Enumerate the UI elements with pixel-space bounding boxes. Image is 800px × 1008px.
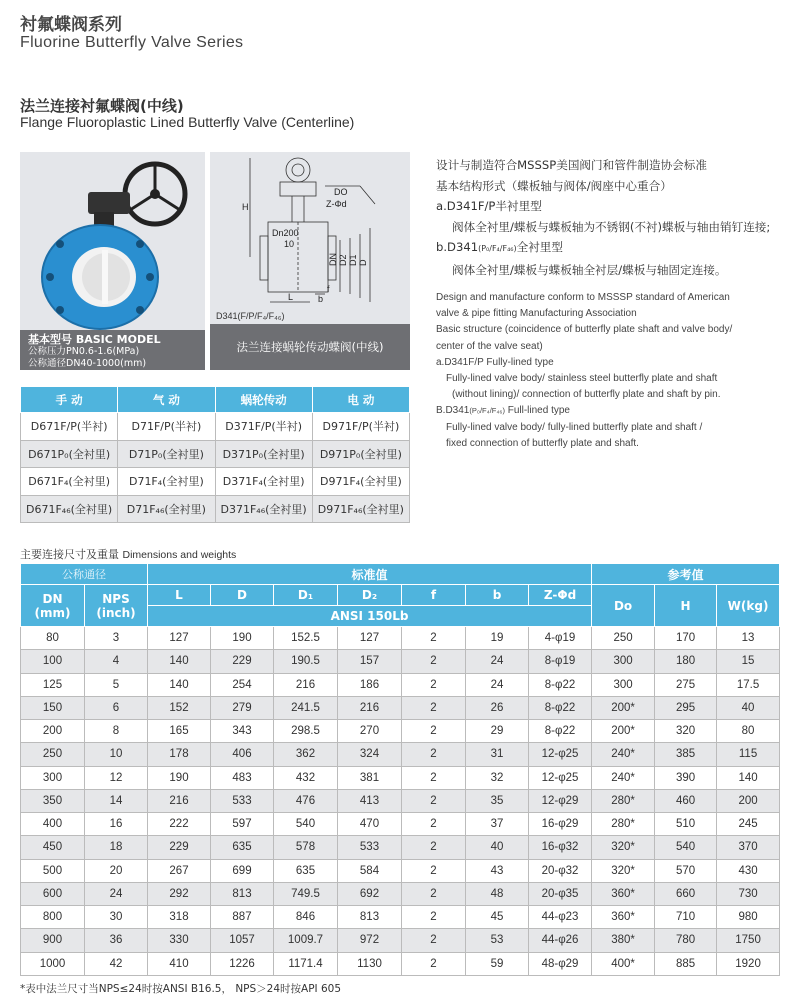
model-cell: D71F/P(半衬) <box>118 413 215 441</box>
ansi-class: ANSI 150Lb <box>148 606 592 627</box>
desc-zh-line: a.D341F/P半衬里型 <box>436 199 542 213</box>
group-nominal-diameter: 公称通径 <box>21 564 148 585</box>
table-cell: 540 <box>274 813 338 836</box>
table-cell: 19 <box>466 627 529 650</box>
desc-zh-line <box>436 237 796 260</box>
table-cell: 140 <box>717 766 780 789</box>
table-cell: 20 <box>85 859 148 882</box>
technical-drawing-panel <box>210 152 410 370</box>
desc-en-line <box>436 403 796 419</box>
table-cell: 186 <box>338 673 402 696</box>
table-cell: 16 <box>85 813 148 836</box>
table-cell: 200 <box>21 720 85 743</box>
table-cell: 241.5 <box>274 696 338 719</box>
table-cell: 410 <box>148 952 211 975</box>
table-cell: 170 <box>655 627 717 650</box>
table-cell: 6 <box>85 696 148 719</box>
model-cell: D971F/P(半衬) <box>312 413 409 441</box>
model-cell: D371P₀(全衬里) <box>215 440 312 468</box>
table-cell: 12-φ29 <box>529 789 592 812</box>
table-cell: 190 <box>211 627 274 650</box>
table-cell: 846 <box>274 906 338 929</box>
table-cell: 1130 <box>338 952 402 975</box>
footnote: *表中法兰尺寸当NPS≤24时按ANSI B16.5， NPS＞24时按API 605 <box>20 983 342 995</box>
table-cell: 200* <box>592 696 655 719</box>
col-d2: D₂ <box>338 585 402 606</box>
model-cell: D671F₄₆(全衬里) <box>21 495 118 523</box>
dimensions-caption-zh: 主要连接尺寸及重量 <box>20 548 119 561</box>
table-cell: 24 <box>466 673 529 696</box>
table-cell: 2 <box>402 766 466 789</box>
model-cell: D371F₄₆(全衬里) <box>215 495 312 523</box>
table-cell: 900 <box>21 929 85 952</box>
table-cell: 406 <box>211 743 274 766</box>
table-cell: 370 <box>717 836 780 859</box>
table-cell: 298.5 <box>274 720 338 743</box>
model-header-pneumatic: 气 动 <box>118 387 215 413</box>
model-header-manual: 手 动 <box>21 387 118 413</box>
dim-label-l: L <box>288 292 294 302</box>
table-cell: 635 <box>211 836 274 859</box>
series-title-en: Fluorine Butterfly Valve Series <box>20 34 244 51</box>
table-cell: 2 <box>402 929 466 952</box>
table-cell: 2 <box>402 720 466 743</box>
dim-label-do: DO <box>334 187 348 197</box>
table-cell: 125 <box>21 673 85 696</box>
table-cell: 44-φ26 <box>529 929 592 952</box>
table-cell: 8 <box>85 720 148 743</box>
table-cell: 2 <box>402 650 466 673</box>
col-f: f <box>402 585 466 606</box>
table-cell: 300 <box>592 673 655 696</box>
table-cell: 295 <box>655 696 717 719</box>
product-title-en: Flange Fluoroplastic Lined Butterfly Valve (Centerline) <box>20 114 355 130</box>
table-cell: 14 <box>85 789 148 812</box>
table-cell: 80 <box>21 627 85 650</box>
group-standard-value: 标准值 <box>148 564 592 585</box>
table-cell: 324 <box>338 743 402 766</box>
basic-model-label: 基本型号 BASIC MODEL <box>28 333 161 346</box>
table-cell: 400* <box>592 952 655 975</box>
table-cell: 887 <box>211 906 274 929</box>
dim-label-d: D <box>358 259 368 266</box>
desc-en-type: Full-lined type <box>504 405 570 417</box>
product-title-zh: 法兰连接衬氟蝶阀(中线) <box>20 97 184 115</box>
table-cell: 24 <box>466 650 529 673</box>
col-h: H <box>655 585 717 627</box>
dim-label-dn200: Dn200 <box>272 228 299 238</box>
table-cell: 710 <box>655 906 717 929</box>
table-cell: 600 <box>21 882 85 905</box>
table-cell: 1009.7 <box>274 929 338 952</box>
table-cell: 500 <box>21 859 85 882</box>
table-cell: 300 <box>592 650 655 673</box>
table-cell: 165 <box>148 720 211 743</box>
table-cell: 200* <box>592 720 655 743</box>
table-cell: 2 <box>402 882 466 905</box>
table-cell: 80 <box>717 720 780 743</box>
table-cell: 2 <box>402 743 466 766</box>
desc-zh-sub: (P₀/F₄/F₄₆) <box>478 244 517 253</box>
table-cell: 279 <box>211 696 274 719</box>
model-row <box>21 468 410 496</box>
table-cell: 3 <box>85 627 148 650</box>
dim-label-d2: D2 <box>338 254 348 266</box>
table-cell: 45 <box>466 906 529 929</box>
table-cell: 240* <box>592 743 655 766</box>
table-row <box>21 673 780 696</box>
desc-en-line: Fully-lined valve body/ fully-lined butterfly plate and shaft / <box>446 421 703 433</box>
dim-label-zd: Z-Φd <box>326 199 347 209</box>
table-cell: 140 <box>148 673 211 696</box>
model-row <box>21 413 410 441</box>
valve-photo-panel <box>20 152 205 370</box>
table-row <box>21 720 780 743</box>
table-cell: 216 <box>274 673 338 696</box>
model-cell: D371F₄(全衬里) <box>215 468 312 496</box>
table-cell: 635 <box>274 859 338 882</box>
table-cell: 432 <box>274 766 338 789</box>
table-cell: 360* <box>592 882 655 905</box>
col-d1: D₁ <box>274 585 338 606</box>
butterfly-valve-photo <box>20 152 205 332</box>
dim-label-d1: D1 <box>348 254 358 266</box>
table-cell: 4-φ19 <box>529 627 592 650</box>
group-reference-value: 参考值 <box>592 564 780 585</box>
table-cell: 413 <box>338 789 402 812</box>
table-cell: 36 <box>85 929 148 952</box>
table-cell: 1000 <box>21 952 85 975</box>
model-cell: D671P₀(全衬里) <box>21 440 118 468</box>
table-cell: 8-φ19 <box>529 650 592 673</box>
table-cell: 430 <box>717 859 780 882</box>
table-cell: 229 <box>211 650 274 673</box>
desc-zh-line: 阀体全衬里/蝶板与蝶板轴全衬层/蝶板与轴固定连接。 <box>452 262 727 277</box>
table-cell: 320 <box>655 720 717 743</box>
table-cell: 360* <box>592 906 655 929</box>
table-cell: 42 <box>85 952 148 975</box>
table-cell: 35 <box>466 789 529 812</box>
table-cell: 48 <box>466 882 529 905</box>
table-cell: 292 <box>148 882 211 905</box>
table-cell: 37 <box>466 813 529 836</box>
table-cell: 100 <box>21 650 85 673</box>
table-cell: 8-φ22 <box>529 673 592 696</box>
model-cell: D71F₄₆(全衬里) <box>118 495 215 523</box>
description-en <box>436 290 796 452</box>
table-cell: 1750 <box>717 929 780 952</box>
table-row <box>21 836 780 859</box>
table-cell: 660 <box>655 882 717 905</box>
table-cell: 44-φ23 <box>529 906 592 929</box>
col-nps <box>85 585 148 627</box>
table-cell: 127 <box>148 627 211 650</box>
table-cell: 15 <box>717 650 780 673</box>
table-cell: 385 <box>655 743 717 766</box>
table-cell: 470 <box>338 813 402 836</box>
table-cell: 476 <box>274 789 338 812</box>
col-w: W(kg) <box>717 585 780 627</box>
model-cell: D971P₀(全衬里) <box>312 440 409 468</box>
desc-en-line: Basic structure (coincidence of butterfly plate shaft and valve body/ <box>436 324 733 336</box>
table-cell: 280* <box>592 813 655 836</box>
table-cell: 222 <box>148 813 211 836</box>
table-cell: 16-φ29 <box>529 813 592 836</box>
desc-en-line: fixed connection of butterfly plate and shaft. <box>446 437 639 449</box>
table-cell: 280* <box>592 789 655 812</box>
table-cell: 350 <box>21 789 85 812</box>
table-cell: 250 <box>592 627 655 650</box>
table-row <box>21 696 780 719</box>
model-cell: D71P₀(全衬里) <box>118 440 215 468</box>
table-cell: 190 <box>148 766 211 789</box>
table-cell: 1920 <box>717 952 780 975</box>
table-cell: 2 <box>402 627 466 650</box>
table-cell: 330 <box>148 929 211 952</box>
table-cell: 43 <box>466 859 529 882</box>
table-cell: 400 <box>21 813 85 836</box>
table-cell: 245 <box>717 813 780 836</box>
table-cell: 2 <box>402 813 466 836</box>
col-b: b <box>466 585 529 606</box>
drawing-title: 法兰连接蜗轮传动蝶阀(中线) <box>210 324 410 370</box>
desc-zh-model: b.D341 <box>436 240 479 254</box>
table-cell: 127 <box>338 627 402 650</box>
table-row <box>21 650 780 673</box>
nominal-diameter: 公称通径DN40-1000(mm) <box>28 358 147 369</box>
desc-en-line: Design and manufacture conform to MSSSP standard of American <box>436 292 730 303</box>
table-cell: 1171.4 <box>274 952 338 975</box>
desc-zh-line: 设计与制造符合MSSSP美国阀门和管件制造协会标准 <box>436 158 707 172</box>
table-cell: 20-φ35 <box>529 882 592 905</box>
table-row <box>21 859 780 882</box>
table-cell: 32 <box>466 766 529 789</box>
dim-label-b: b <box>318 294 324 304</box>
model-header-worm-gear: 蜗轮传动 <box>215 387 312 413</box>
table-cell: 2 <box>402 696 466 719</box>
dim-label-f: f <box>327 284 330 294</box>
table-cell: 40 <box>717 696 780 719</box>
col-z-d: Z-Φd <box>529 585 592 606</box>
table-row <box>21 627 780 650</box>
table-cell: 381 <box>338 766 402 789</box>
dim-label-ten: 10 <box>284 239 295 249</box>
dimensions-table <box>20 563 780 976</box>
table-cell: 48-φ29 <box>529 952 592 975</box>
table-cell: 2 <box>402 836 466 859</box>
desc-en-line: (without lining)/ connection of butterfly plate and shaft by pin. <box>452 389 721 401</box>
table-row <box>21 789 780 812</box>
dimensions-caption <box>20 546 236 562</box>
table-cell: 813 <box>338 906 402 929</box>
col-do: Do <box>592 585 655 627</box>
table-row <box>21 882 780 905</box>
table-cell: 5 <box>85 673 148 696</box>
table-cell: 390 <box>655 766 717 789</box>
model-header-electric: 电 动 <box>312 387 409 413</box>
table-cell: 780 <box>655 929 717 952</box>
table-cell: 12-φ25 <box>529 743 592 766</box>
table-cell: 460 <box>655 789 717 812</box>
table-cell: 115 <box>717 743 780 766</box>
col-nps-unit: (inch) <box>96 605 136 620</box>
desc-zh-type: 全衬里型 <box>516 240 563 254</box>
col-d: D <box>211 585 274 606</box>
table-cell: 13 <box>717 627 780 650</box>
table-cell: 4 <box>85 650 148 673</box>
table-cell: 885 <box>655 952 717 975</box>
model-cell: D671F₄(全衬里) <box>21 468 118 496</box>
table-cell: 2 <box>402 859 466 882</box>
desc-zh-line: 阀体全衬里/蝶板与蝶板轴为不锈钢(不衬)蝶板与轴由销钉连接; <box>452 219 771 234</box>
table-cell: 10 <box>85 743 148 766</box>
table-cell: 12-φ25 <box>529 766 592 789</box>
table-cell: 40 <box>466 836 529 859</box>
table-cell: 300 <box>21 766 85 789</box>
table-cell: 16-φ32 <box>529 836 592 859</box>
desc-en-model: B.D341 <box>436 405 470 417</box>
table-cell: 157 <box>338 650 402 673</box>
table-cell: 240* <box>592 766 655 789</box>
table-cell: 584 <box>338 859 402 882</box>
col-dn <box>21 585 85 627</box>
desc-en-line: valve & pipe fitting Manufacturing Association <box>436 308 637 320</box>
table-cell: 483 <box>211 766 274 789</box>
table-cell: 24 <box>85 882 148 905</box>
series-title-zh: 衬氟蝶阀系列 <box>20 15 122 35</box>
table-cell: 229 <box>148 836 211 859</box>
table-row <box>21 929 780 952</box>
table-cell: 692 <box>338 882 402 905</box>
model-cell: D71F₄(全衬里) <box>118 468 215 496</box>
table-cell: 150 <box>21 696 85 719</box>
col-l: L <box>148 585 211 606</box>
table-cell: 540 <box>655 836 717 859</box>
table-cell: 699 <box>211 859 274 882</box>
table-cell: 12 <box>85 766 148 789</box>
table-cell: 533 <box>211 789 274 812</box>
table-cell: 140 <box>148 650 211 673</box>
table-cell: 190.5 <box>274 650 338 673</box>
model-row <box>21 440 410 468</box>
table-cell: 178 <box>148 743 211 766</box>
table-row <box>21 766 780 789</box>
model-table <box>20 386 410 523</box>
model-cell: D671F/P(半衬) <box>21 413 118 441</box>
table-cell: 152 <box>148 696 211 719</box>
table-cell: 450 <box>21 836 85 859</box>
table-cell: 26 <box>466 696 529 719</box>
table-cell: 180 <box>655 650 717 673</box>
table-cell: 31 <box>466 743 529 766</box>
table-cell: 250 <box>21 743 85 766</box>
table-cell: 343 <box>211 720 274 743</box>
table-row <box>21 813 780 836</box>
table-row <box>21 906 780 929</box>
dimensions-caption-en: Dimensions and weights <box>122 549 237 561</box>
table-cell: 813 <box>211 882 274 905</box>
table-cell: 980 <box>717 906 780 929</box>
table-cell: 2 <box>402 952 466 975</box>
col-nps-label: NPS <box>102 591 130 606</box>
table-cell: 533 <box>338 836 402 859</box>
table-cell: 2 <box>402 673 466 696</box>
col-dn-label: DN <box>42 591 63 606</box>
table-cell: 320* <box>592 836 655 859</box>
desc-en-sub: (P₀/F₄/F₄₆) <box>469 406 505 416</box>
dim-label-h: H <box>242 202 249 212</box>
table-cell: 30 <box>85 906 148 929</box>
table-cell: 8-φ22 <box>529 696 592 719</box>
valve-drawing <box>210 152 410 312</box>
table-cell: 380* <box>592 929 655 952</box>
table-row <box>21 743 780 766</box>
desc-en-line: a.D341F/P Fully-lined type <box>436 356 554 368</box>
table-cell: 2 <box>402 906 466 929</box>
table-cell: 270 <box>338 720 402 743</box>
col-dn-unit: (mm) <box>34 605 71 620</box>
table-cell: 20-φ32 <box>529 859 592 882</box>
table-cell: 2 <box>402 789 466 812</box>
dim-label-dn: DN <box>328 253 338 266</box>
description-zh <box>436 155 796 280</box>
model-cell: D971F₄(全衬里) <box>312 468 409 496</box>
table-cell: 597 <box>211 813 274 836</box>
table-cell: 730 <box>717 882 780 905</box>
table-cell: 972 <box>338 929 402 952</box>
table-row <box>21 952 780 975</box>
table-cell: 59 <box>466 952 529 975</box>
desc-en-line: center of the valve seat) <box>436 340 543 352</box>
table-cell: 570 <box>655 859 717 882</box>
table-cell: 200 <box>717 789 780 812</box>
table-cell: 18 <box>85 836 148 859</box>
table-cell: 749.5 <box>274 882 338 905</box>
table-cell: 254 <box>211 673 274 696</box>
table-cell: 275 <box>655 673 717 696</box>
table-cell: 320* <box>592 859 655 882</box>
table-cell: 362 <box>274 743 338 766</box>
model-cell: D371F/P(半衬) <box>215 413 312 441</box>
table-cell: 578 <box>274 836 338 859</box>
table-cell: 29 <box>466 720 529 743</box>
table-cell: 1226 <box>211 952 274 975</box>
model-cell: D971F₄₆(全衬里) <box>312 495 409 523</box>
table-cell: 318 <box>148 906 211 929</box>
table-cell: 152.5 <box>274 627 338 650</box>
basic-model-box <box>20 330 205 370</box>
drawing-model-label: D341(F/P/F₄/F₄₆) <box>216 311 285 321</box>
table-cell: 1057 <box>211 929 274 952</box>
table-cell: 17.5 <box>717 673 780 696</box>
table-cell: 53 <box>466 929 529 952</box>
desc-zh-line: 基本结构形式（蝶板轴与阀体/阀座中心重合） <box>436 178 672 193</box>
nominal-pressure: 公称压力PN0.6-1.6(MPa) <box>28 346 140 357</box>
table-cell: 267 <box>148 859 211 882</box>
table-cell: 800 <box>21 906 85 929</box>
table-cell: 216 <box>148 789 211 812</box>
desc-en-line: Fully-lined valve body/ stainless steel butterfly plate and shaft <box>446 373 718 385</box>
table-cell: 8-φ22 <box>529 720 592 743</box>
model-row <box>21 495 410 523</box>
table-cell: 216 <box>338 696 402 719</box>
table-cell: 510 <box>655 813 717 836</box>
